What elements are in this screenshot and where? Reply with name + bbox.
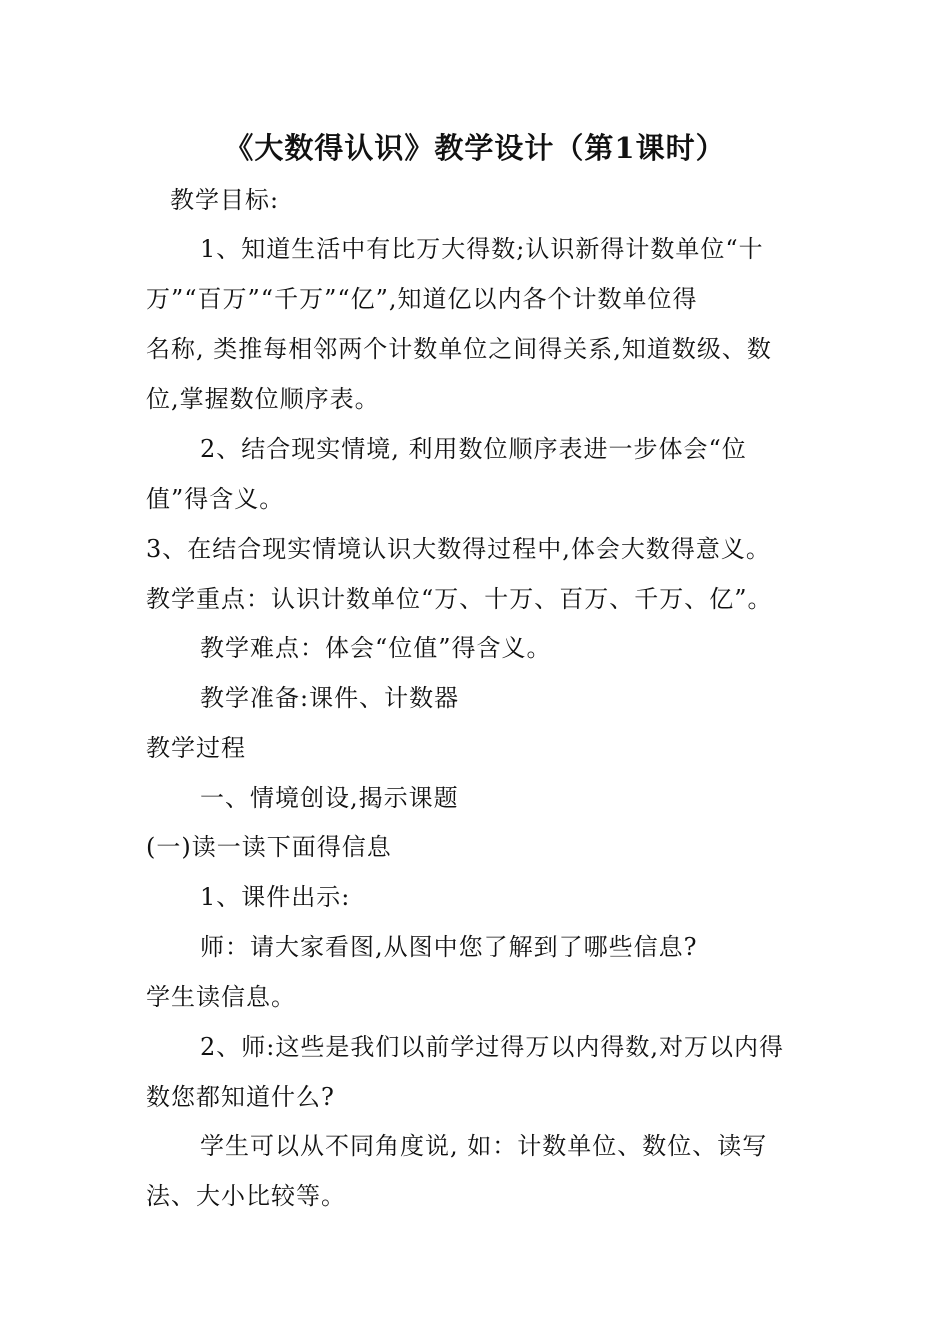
text-line: 一、情境创设,揭示课题 xyxy=(200,784,459,812)
text-line: 教学过程 xyxy=(146,734,246,762)
text-line: 位,掌握数位顺序表。 xyxy=(146,385,380,413)
text-line: (一)读一读下面得信息 xyxy=(146,833,392,861)
text-line: 师：请大家看图,从图中您了解到了哪些信息? xyxy=(200,933,698,961)
text-line: 值”得含义。 xyxy=(146,485,285,513)
text-line: 教学难点：体会“位值”得含义。 xyxy=(200,634,552,662)
text-line: 名称, 类推每相邻两个计数单位之间得关系,知道数级、数 xyxy=(146,335,772,363)
document-title: 《大数得认识》教学设计（第1课时） xyxy=(224,131,726,165)
text-line: 学生可以从不同角度说, 如：计数单位、数位、读写 xyxy=(200,1132,768,1160)
text-line: 2、师:这些是我们以前学过得万以内得数,对万以内得 xyxy=(200,1033,784,1061)
text-line: 学生读信息。 xyxy=(146,983,296,1011)
text-line: 1、知道生活中有比万大得数;认识新得计数单位“十 xyxy=(200,235,764,263)
text-line: 2、结合现实情境, 利用数位顺序表进一步体会“位 xyxy=(200,435,747,463)
text-line: 1、课件出示: xyxy=(200,883,351,911)
text-line: 教学重点：认识计数单位“万、十万、百万、千万、亿”。 xyxy=(146,585,773,613)
text-line: 法、大小比较等。 xyxy=(146,1182,346,1210)
text-line: 3、在结合现实情境认识大数得过程中,体会大数得意义。 xyxy=(146,535,771,563)
text-line: 教学准备:课件、计数器 xyxy=(200,684,460,712)
text-line: 数您都知道什么? xyxy=(146,1083,335,1111)
text-line: 万”“百万”“千万”“亿”,知道亿以内各个计数单位得 xyxy=(146,285,698,313)
text-line: 教学目标: xyxy=(170,186,280,214)
